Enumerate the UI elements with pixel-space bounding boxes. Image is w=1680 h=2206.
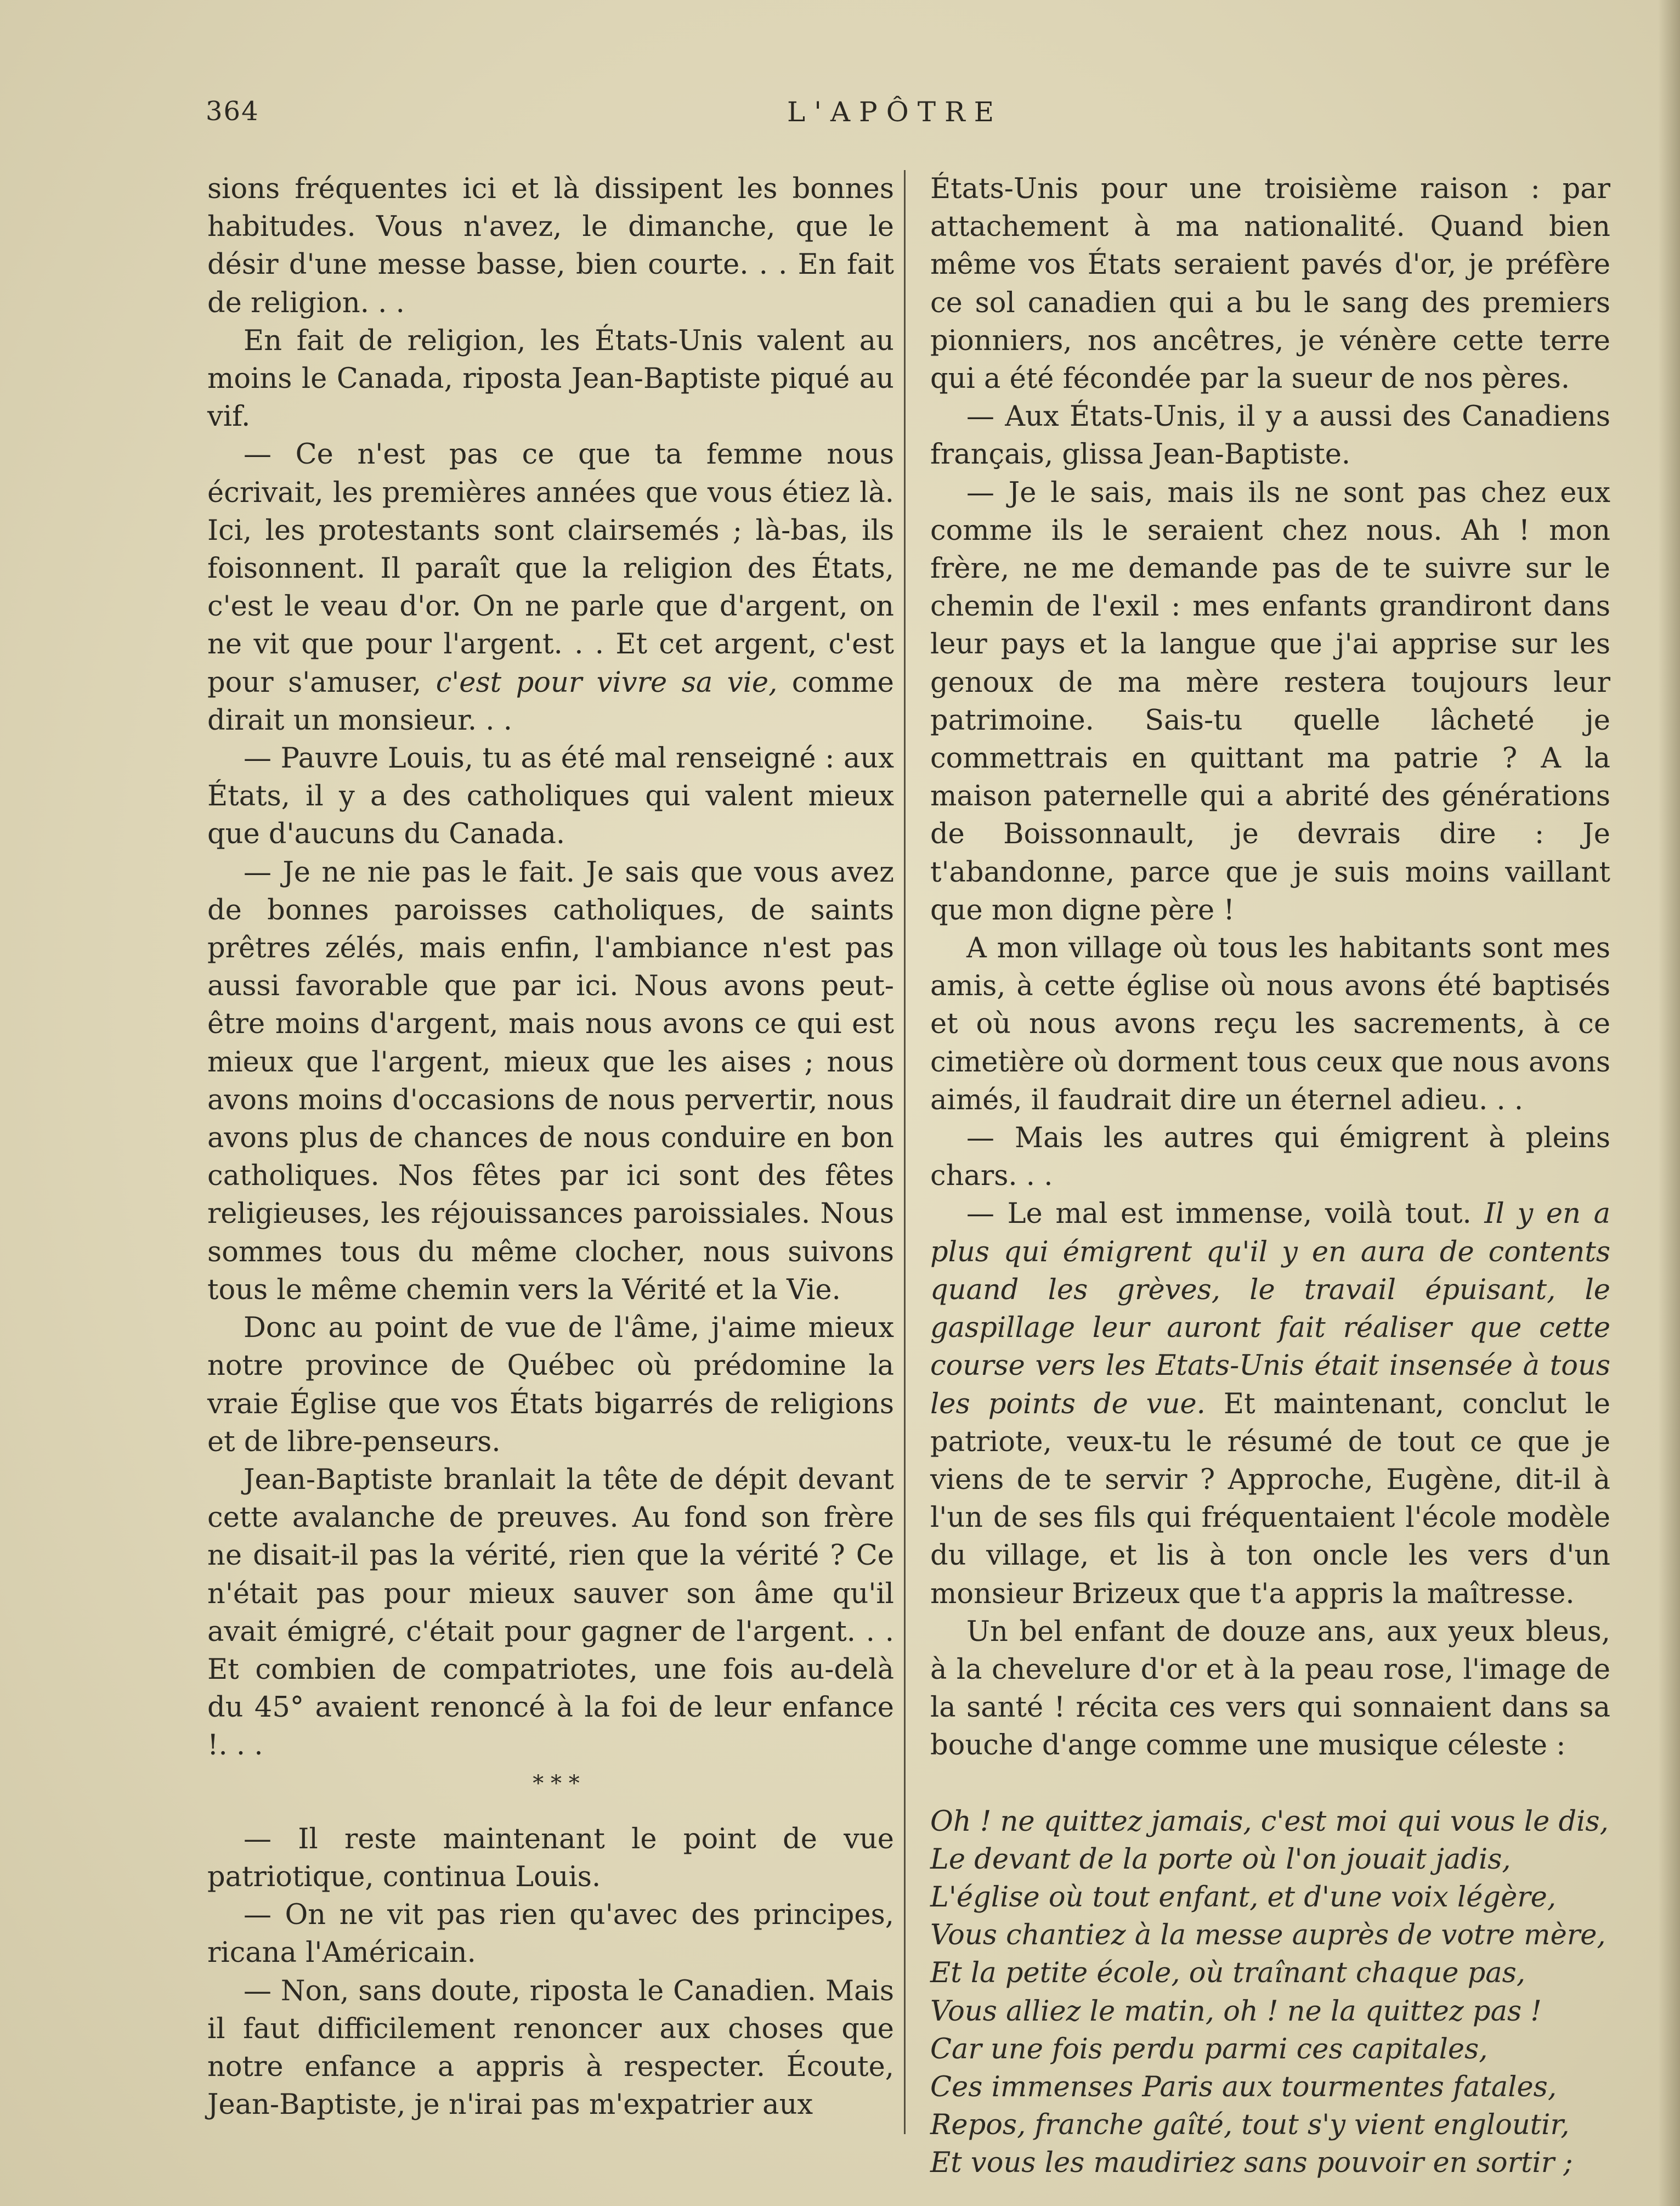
spacer: [207, 1803, 894, 1820]
paragraph: — Mais les autres qui émigrent à pleins chars. . .: [930, 1122, 1610, 1193]
paragraph: En fait de religion, les États-Unis valent au moins le Canada, riposta Jean-Baptiste piqué au vif.: [207, 324, 894, 433]
poem-line: Vous chantiez à la messe auprès de votre mère,: [930, 1919, 1606, 1952]
paragraph: Un bel enfant de douze ans, aux yeux bleus, à la chevelure d'or et à la peau rose, l'image de la santé ! récita ces vers qui sonnaient dans sa bouche d'ange comme une musique céleste :: [930, 1615, 1610, 1762]
paragraph: — Pauvre Louis, tu as été mal renseigné : aux États, il y a des catholiques qui valent mieux que d'aucuns du Canada.: [207, 742, 894, 851]
paragraph-text: — Ce n'est pas ce que ta femme nous écrivait, les premières années que vous étiez là. Ici, les protestants sont clairsemés ; là-bas, ils foisonnent. Il paraît que la religion des États, c'est le veau d'or. On ne parle que d'argent, on ne vit que pour l'argent. . . Et cet argent, c'est pour s'amuser,: [207, 438, 894, 699]
paragraph: — Il reste maintenant le point de vue patriotique, continua Louis.: [207, 1823, 894, 1893]
paragraph: — Je le sais, mais ils ne sont pas chez eux comme ils le seraient chez nous. Ah ! mon frère, ne me demande pas de te suivre sur le chemin de l'exil : mes enfants grandiront dans leur pays et la langue que j'ai apprise sur les genoux de ma mère restera toujours leur patrimoine. Sais-tu quelle lâcheté je commettrais en quittant ma patrie ? A la maison paternelle qui a abrité des générations de Boissonnault, je devrais dire : Je t'abandonne, parce que je suis moins vaillant que mon digne père !: [930, 476, 1610, 927]
poem-line: Repos, franche gaîté, tout s'y vient engloutir,: [930, 2109, 1570, 2142]
left-column: [207, 170, 894, 2124]
column-divider: [904, 170, 906, 2134]
paragraph: — On ne vit pas rien qu'avec des principes, ricana l'Américain.: [207, 1899, 894, 1970]
spacer: [930, 1765, 1610, 1803]
section-break-asterisks: * * *: [533, 1770, 580, 1796]
italic-passage: Il y en a plus qui émigrent qu'il y en aura de contents quand les grèves, le travail épuisant, le gaspillage leur auront fait réaliser que cette course vers les Etats-Unis était insensée à tous les points de vue.: [930, 1198, 1610, 1420]
page-number: 364: [206, 96, 259, 127]
running-title: L'APÔTRE: [787, 96, 1003, 128]
paragraph-text: — Le mal est immense, voilà tout.: [966, 1198, 1485, 1231]
paragraph: — Aux États-Unis, il y a aussi des Canadiens français, glissa Jean-Baptiste.: [930, 400, 1610, 471]
paragraph: Jean-Baptiste branlait la tête de dépit devant cette avalanche de preuves. Au fond son frère ne disait-il pas la vérité, rien que la vérité ? Ce n'était pas pour mieux sauver son âme qu'il avait émigré, c'était pour gagner de l'argent. . . Et combien de compatriotes, une fois au-delà du 45° avaient renoncé à la foi de leur enfance !. . .: [207, 1463, 894, 1762]
poem-line: Et vous les maudiriez sans pouvoir en sortir ;: [930, 2147, 1573, 2180]
paragraph-text: comme dirait un monsieur. . .: [207, 666, 894, 737]
page-edge-shadow: [1658, 0, 1680, 2206]
paragraph: Donc au point de vue de l'âme, j'aime mieux notre province de Québec où prédomine la vraie Église que vos États bigarrés de religions et de libre-penseurs.: [207, 1312, 894, 1458]
paragraph: sions fréquentes ici et là dissipent les bonnes habitudes. Vous n'avez, le dimanche, que le désir d'une messe basse, bien courte. . . En fait de religion. . .: [207, 173, 894, 319]
poem-line: L'église où tout enfant, et d'une voix légère,: [930, 1881, 1557, 1914]
italic-quote: c'est pour vivre sa vie,: [435, 666, 778, 699]
paragraph-text: Et maintenant, conclut le patriote, veux-tu le résumé de tout ce que je viens de te servir ? Approche, Eugène, dit-il à l'un de ses fils qui fréquentaient l'école modèle du village, et lis à ton oncle les vers d'un monsieur Brizeux que t'a appris la maîtresse.: [930, 1387, 1611, 1610]
poem-line: Ces immenses Paris aux tourmentes fatales,: [930, 2070, 1557, 2103]
paragraph: A mon village où tous les habitants sont mes amis, à cette église où nous avons été baptisés et où nous avons reçu les sacrements, à ce cimetière où dorment tous ceux que nous avons aimés, il faudrait dire un éternel adieu. . .: [930, 932, 1610, 1116]
poem-line: Vous alliez le matin, oh ! ne la quittez pas !: [930, 1995, 1542, 2028]
poem-line: Oh ! ne quittez jamais, c'est moi qui vous le dis,: [930, 1805, 1609, 1838]
page-header: [206, 96, 1610, 140]
paragraph: États-Unis pour une troisième raison : par attachement à ma nationalité. Quand bien même vos États seraient pavés d'or, je préfère ce sol canadien qui a bu le sang des premiers pionniers, nos ancêtres, je vénère cette terre qui a été fécondée par la sueur de nos pères.: [930, 173, 1610, 396]
poem-block: [930, 1803, 1610, 2182]
paragraph: — Je ne nie pas le fait. Je sais que vous avez de bonnes paroisses catholiques, de saints prêtres zélés, mais enfin, l'ambiance n'est pas aussi favorable que par ici. Nous avons peut-être moins d'argent, mais nous avons ce qui est mieux que l'argent, mieux que les aises ; nous avons moins d'occasions de nous pervertir, nous avons plus de chances de nous conduire en bon catholiques. Nos fêtes par ici sont des fêtes religieuses, les réjouissances paroissiales. Nous sommes tous du même clocher, nous suivons tous le même chemin vers la Vérité et la Vie.: [207, 856, 894, 1306]
paragraph: — Non, sans doute, riposta le Canadien. Mais il faut difficilement renoncer aux choses que notre enfance a appris à respecter. Écoute, Jean-Baptiste, je n'irai pas m'expatrier aux: [207, 1974, 894, 2122]
paragraph: [207, 436, 894, 740]
right-column: [930, 170, 1610, 2182]
poem-line: Et la petite école, où traînant chaque pas,: [930, 1957, 1526, 1990]
poem-line: Le devant de la porte où l'on jouait jadis,: [930, 1843, 1511, 1876]
poem-line: Car une fois perdu parmi ces capitales,: [930, 2033, 1488, 2066]
paragraph: [930, 1195, 1610, 1612]
